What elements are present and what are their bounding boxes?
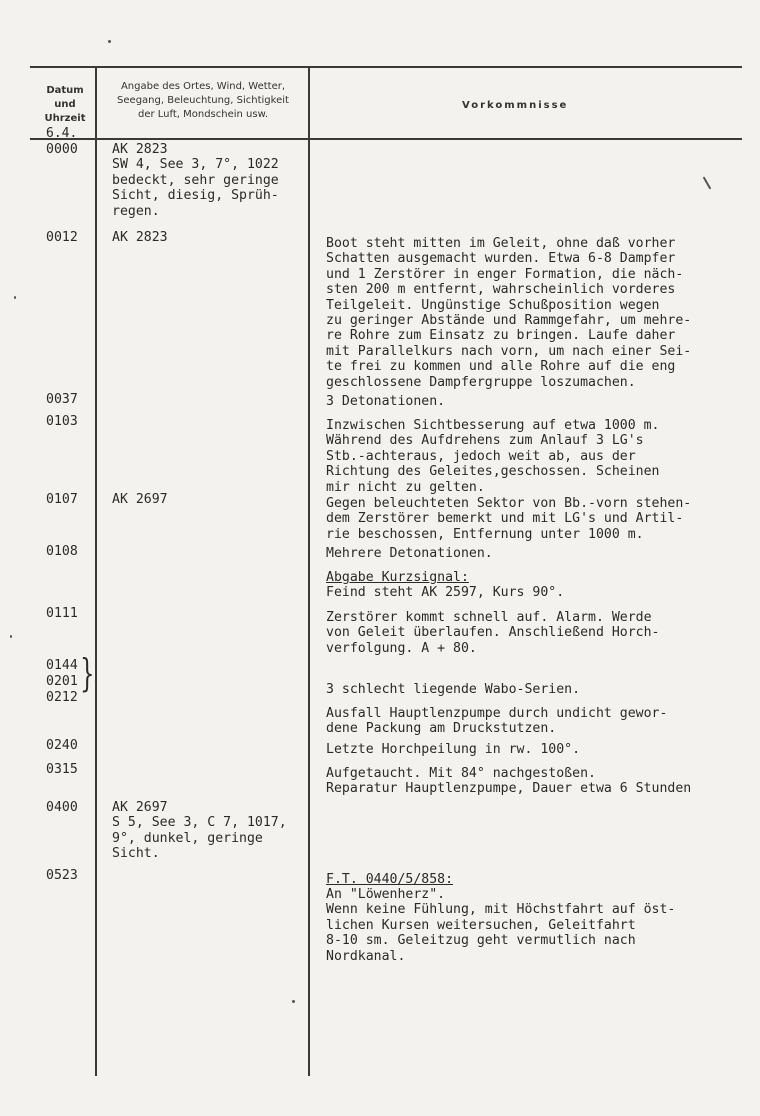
header-date-column (36, 84, 94, 126)
entry-event: Inzwischen Sichtbesserung auf etwa 1000 m. Während des Aufdrehens zum Anlauf 3 LG's Stb.-achteraus, jedoch weit ab, aus der Richtung des Geleites,geschossen. Scheinen mir nicht zu gelten. (326, 418, 660, 495)
entry-event: Mehrere Detonationen. (326, 546, 493, 561)
paper-speck (703, 176, 712, 189)
header-place-line-1: Angabe des Ortes, Wind, Wetter, (120, 81, 286, 92)
entry-event-heading: Abgabe Kurzsignal: (326, 570, 469, 585)
entry-time: 0108 (46, 544, 78, 559)
day-label: 6.4. (46, 126, 78, 141)
paper-speck (292, 1000, 295, 1003)
entry-time: 0103 (46, 414, 78, 429)
place-column-divider (308, 66, 310, 1076)
entry-time: 0012 (46, 230, 78, 245)
header-place-column (99, 80, 307, 122)
header-time-label: Uhrzeit (44, 113, 86, 124)
entry-event: Feind steht AK 2597, Kurs 90°. (326, 585, 565, 600)
entry-event: Gegen beleuchteten Sektor von Bb.-vorn stehen- dem Zerstörer bemerkt und mit LG's und Artil- rie beschossen, Entfernung unter 1000 m. (326, 496, 692, 542)
header-date-label: Datum (46, 85, 84, 96)
header-bottom-rule (30, 138, 742, 140)
entry-location: AK 2697 S 5, See 3, C 7, 1017, 9°, dunkel, geringe Sicht. (112, 800, 287, 862)
entry-location: AK 2823 SW 4, See 3, 7°, 1022 bedeckt, sehr geringe Sicht, diesig, Sprüh- regen. (112, 142, 279, 219)
entry-event: Aufgetaucht. Mit 84° nachgestoßen. Reparatur Hauptlenzpumpe, Dauer etwa 6 Stunden (326, 766, 692, 797)
entry-location: AK 2823 (112, 230, 168, 245)
entry-time: 0000 (46, 142, 78, 157)
entry-event-heading: F.T. 0440/5/858: (326, 872, 454, 887)
entry-time: 0111 (46, 606, 78, 621)
entry-time: 0240 (46, 738, 78, 753)
paper-speck (10, 635, 12, 638)
date-column-divider (95, 66, 97, 1076)
entry-time: 0037 (46, 392, 78, 407)
header-events-column: Vorkommnisse (462, 100, 569, 111)
entry-time: 0144 0201 0212 (46, 658, 78, 705)
header-place-line-2: Seegang, Beleuchtung, Sichtigkeit (117, 95, 289, 106)
entry-location: AK 2697 (112, 492, 168, 507)
entry-event: 3 schlecht liegende Wabo-Serien. (326, 682, 581, 697)
entry-event: Boot steht mitten im Geleit, ohne daß vorher Schatten ausgemacht wurden. Etwa 6-8 Dampfer und 1 Zerstörer in enger Formation, die näch- sten 200 m entfernt, wahrscheinlich vorderes Teilgeleit. Ungünstige Schußposition wegen zu geringer Abstände und Rammgefahr, um mehre- re Rohre zum Einsatz zu bringen. Laufe daher mit Parallelkurs nach vorn, um nach einer Sei- te frei zu kommen und alle Rohre auf die eng geschlossene Dampfergruppe loszumachen. (326, 236, 692, 390)
entry-event: Zerstörer kommt schnell auf. Alarm. Werde von Geleit überlaufen. Anschließend Horch- verfolgung. A + 80. (326, 610, 660, 656)
entry-time: 0523 (46, 868, 78, 883)
header-und-label: und (54, 99, 76, 110)
entry-time: 0400 (46, 800, 78, 815)
header-place-line-3: der Luft, Mondschein usw. (137, 109, 269, 120)
brace-mark: } (80, 651, 95, 695)
entry-event: Letzte Horchpeilung in rw. 100°. (326, 742, 581, 757)
entry-event: An "Löwenherz". Wenn keine Fühlung, mit Höchstfahrt auf öst- lichen Kursen weitersuchen, Geleitfahrt 8-10 sm. Geleitzug geht vermutlich nach Nordkanal. (326, 887, 676, 964)
entry-event: Ausfall Hauptlenzpumpe durch undicht gewor- dene Packung am Druckstutzen. (326, 706, 668, 737)
entry-time: 0107 (46, 492, 78, 507)
paper-speck (14, 296, 16, 299)
header-top-rule (30, 66, 742, 68)
entry-time: 0315 (46, 762, 78, 777)
entry-event: 3 Detonationen. (326, 394, 446, 409)
paper-speck (108, 40, 111, 43)
